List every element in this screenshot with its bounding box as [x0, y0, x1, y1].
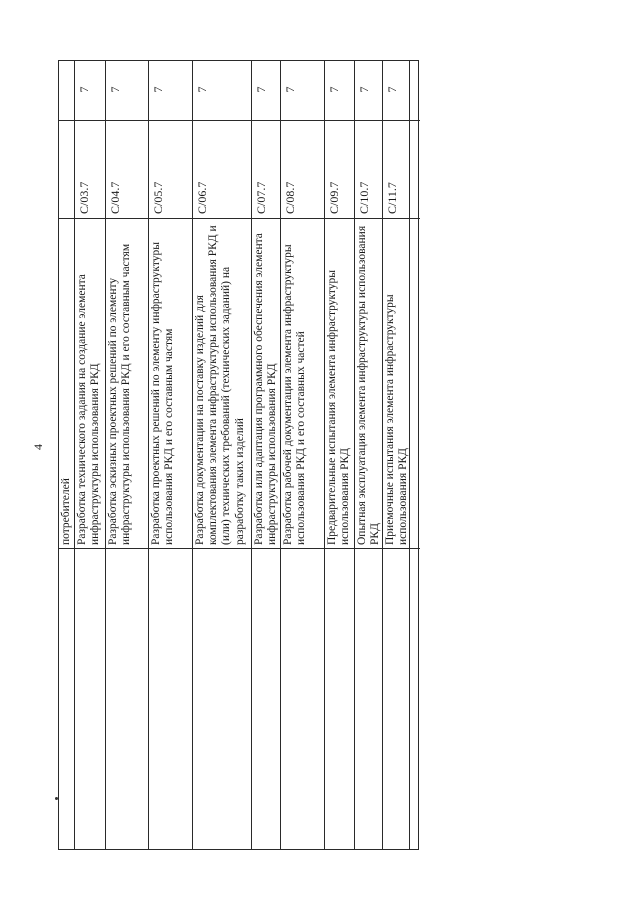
table-cell-function-name: Приемочные испытания элемента инфраструктуры использования РКД — [383, 219, 409, 549]
table-cell-function-name: Разработка проектных решений по элементу инфраструктуры использования РКД и его составным частям — [149, 219, 192, 549]
table-cell-code: С/10.7 — [355, 121, 382, 219]
table-cell-code: С/05.7 — [149, 121, 192, 219]
table-cell-function-name: Опытная эксплуатация элемента инфраструктуры использования РКД — [355, 219, 382, 549]
table-cell-empty — [59, 549, 74, 849]
table-cell-empty — [149, 549, 192, 849]
table-cell-level: 7 — [325, 59, 354, 121]
table-cell-continuation: потребителей — [59, 219, 74, 549]
table-cell-empty — [383, 549, 409, 849]
table-row — [325, 61, 355, 849]
table-cell-function-name: Разработка или адаптация программного обеспечения элемента инфраструктуры использования РКД — [252, 219, 280, 549]
table-row — [252, 61, 281, 849]
table-cell-code: С/07.7 — [252, 121, 280, 219]
table-cell-empty — [410, 219, 420, 549]
table-cell-empty — [106, 549, 148, 849]
table-cell-code: С/04.7 — [106, 121, 148, 219]
table-cell-code: С/11.7 — [383, 121, 409, 219]
table-cell-level: 7 — [106, 59, 148, 121]
table-cell-code: С/09.7 — [325, 121, 354, 219]
table-row — [193, 61, 252, 849]
table-cell-code — [59, 121, 74, 219]
table-cell-empty — [193, 549, 251, 849]
table-row — [75, 61, 106, 849]
table-cell-empty — [355, 549, 382, 849]
table-cell-empty — [75, 549, 105, 849]
table-cell-level: 7 — [252, 59, 280, 121]
table-row — [410, 61, 420, 849]
table-row — [106, 61, 149, 849]
table-cell-empty — [325, 549, 354, 849]
functions-table — [58, 60, 419, 850]
table-cell-function-name: Предварительные испытания элемента инфраструктуры использования РКД — [325, 219, 354, 549]
table-cell-empty — [281, 549, 324, 849]
table-cell-empty — [410, 59, 420, 121]
table-cell-code: С/08.7 — [281, 121, 324, 219]
table-cell-code: С/06.7 — [193, 121, 251, 219]
table-cell-function-name: Разработка эскизных проектных решений по элементу инфраструктуры использования РКД и его составным частям — [106, 219, 148, 549]
table-cell-level: 7 — [281, 59, 324, 121]
table-cell-level: 7 — [355, 59, 382, 121]
table-row — [149, 61, 193, 849]
table-cell-empty — [410, 121, 420, 219]
table-cell-level: 7 — [383, 59, 409, 121]
table-cell-code: С/03.7 — [75, 121, 105, 219]
table-row — [383, 61, 410, 849]
table-cell-function-name: Разработка технического задания на создание элемента инфраструктуры использования РКД — [75, 219, 105, 549]
table-cell-level: 7 — [75, 59, 105, 121]
table-cell-function-name: Разработка рабочей документации элемента инфраструктуры использования РКД и его составных частей — [281, 219, 324, 549]
table-cell-empty — [252, 549, 280, 849]
table-cell-level: 7 — [149, 59, 192, 121]
page-number: 4 — [31, 444, 45, 450]
table-cell-level — [59, 59, 74, 121]
table-cell-level: 7 — [193, 59, 251, 121]
table-row — [355, 61, 383, 849]
table-cell-function-name: Разработка документации на поставку изделий для комплектования элемента инфраструктуры использования РКД и (или) технических требований (технических заданий) на разработку таких изделий — [193, 219, 251, 549]
table-cell-empty — [410, 549, 420, 849]
table-row — [59, 61, 75, 849]
table-row — [281, 61, 325, 849]
